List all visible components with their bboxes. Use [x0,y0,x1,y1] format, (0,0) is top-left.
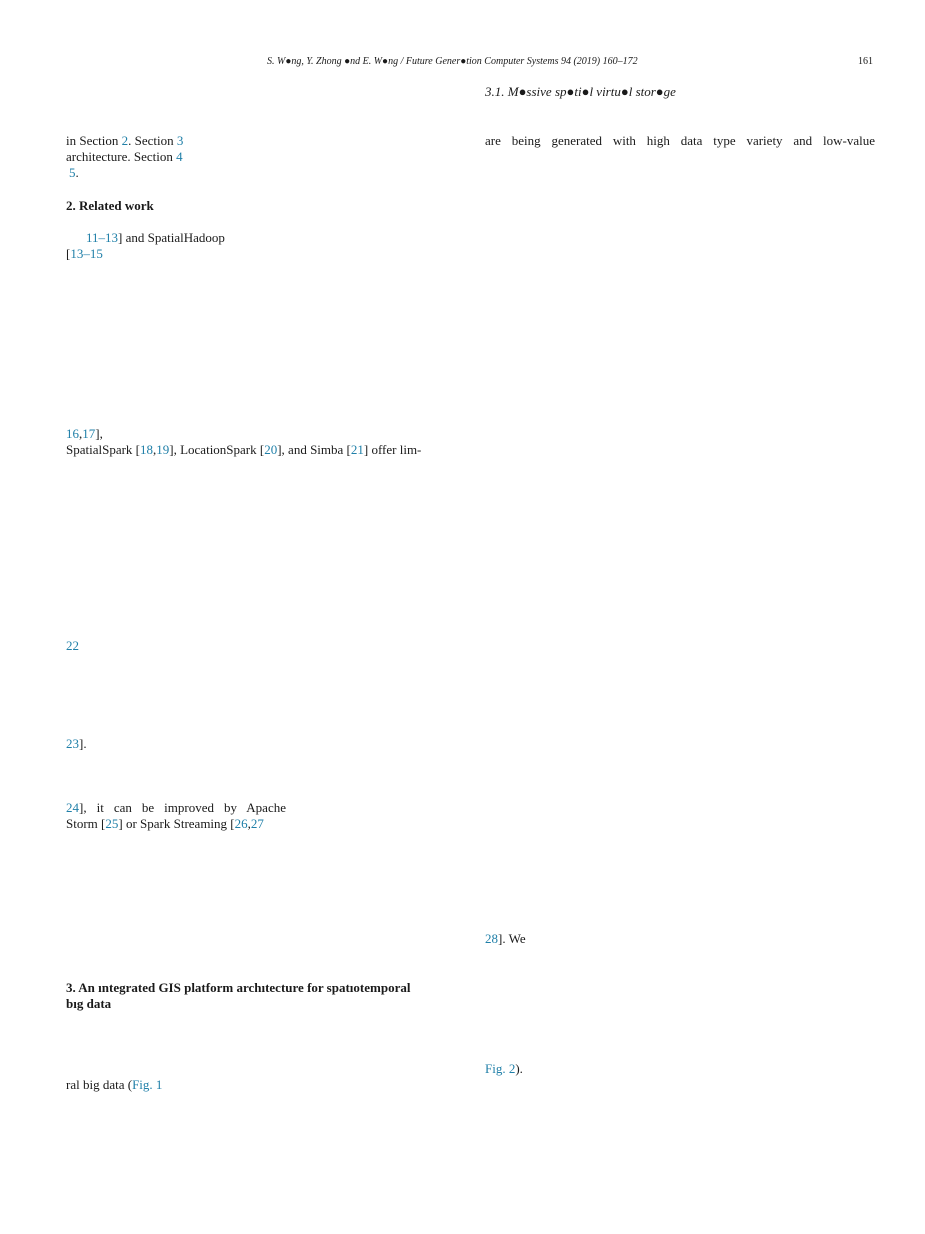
citation-25[interactable]: 25 [105,816,119,831]
running-header: S. W●ng, Y. Zhong ●nd E. W●ng / Future Gener●tion Computer Systems 94 (2019) 160–172 [267,56,638,67]
text-fragment: ], it can be improved by Apache [79,800,286,815]
figure-ref-2[interactable]: Fig. 2 [485,1061,516,1076]
right-line-2 [485,931,526,947]
text-fragment: [ [66,246,71,261]
citation-24[interactable]: 24 [66,800,79,815]
related-work-line-7 [66,800,286,816]
related-work-line-5 [66,638,79,654]
section-ref-5[interactable]: 5 [69,165,76,180]
related-work-line-4 [66,442,421,458]
text-fragment: ], LocationSpark [ [169,442,265,457]
section-ref-4[interactable]: 4 [176,149,183,164]
citation-27[interactable]: 27 [250,816,264,831]
right-line-1: are being generated with high data type variety and low-value [485,133,875,148]
text-fragment: ] and SpatialHadoop [118,230,225,245]
text-fragment: SpatialSpark [ [66,442,141,457]
citation-26[interactable]: 26 [234,816,248,831]
text-fragment: ] or Spark Streaming [ [118,816,235,831]
citation-21[interactable]: 21 [350,442,364,457]
intro-line-1 [66,133,183,149]
citation-16[interactable]: 16 [66,426,79,441]
right-line-3 [485,1061,523,1077]
citation-17[interactable]: 17 [82,426,96,441]
related-work-line-6 [66,736,87,752]
text-fragment: . [75,165,79,180]
text-fragment: . Section [128,133,177,148]
intro-line-3 [69,165,79,181]
related-work-line-2 [66,246,103,262]
citation-22[interactable]: 22 [66,638,79,653]
text-fragment: ] offer lim- [363,442,422,457]
citation-13-15[interactable]: 13–15 [70,246,103,261]
section-3-heading-line-1: 3. An ıntegrated GIS platform archıtecture for spatıotemporal [66,980,411,995]
section-3-heading-line-2: bıg data [66,996,112,1011]
figure-ref-1[interactable]: Fig. 1 [132,1077,163,1092]
section-ref-2[interactable]: 2 [121,133,129,148]
section-3-line [66,1077,162,1093]
citation-23[interactable]: 23 [66,736,79,751]
text-fragment: in Section [66,133,122,148]
related-work-line-8 [66,816,264,832]
text-fragment: architecture. Section [66,149,177,164]
text-fragment: ], [95,426,103,441]
citation-28[interactable]: 28 [485,931,498,946]
text-fragment: , [79,426,83,441]
citation-18[interactable]: 18 [140,442,154,457]
text-fragment: ral big data ( [66,1077,133,1092]
citation-20[interactable]: 20 [264,442,278,457]
citation-19[interactable]: 19 [156,442,170,457]
related-work-line-3 [66,426,103,442]
section-2-heading: 2. Related work [66,198,154,213]
text-fragment: ]. [79,736,87,751]
text-fragment: ]. We [498,931,526,946]
text-fragment: ). [515,1061,523,1076]
related-work-line-1 [86,230,225,246]
text-fragment: ], and Simba [ [277,442,351,457]
text-fragment: Storm [ [66,816,106,831]
section-ref-3[interactable]: 3 [176,133,184,148]
citation-11-13[interactable]: 11–13 [86,230,119,245]
text-fragment: , [153,442,157,457]
page-number: 161 [858,56,873,67]
intro-line-2 [66,149,183,165]
text-fragment: , [247,816,251,831]
subsection-3-1-heading: 3.1. M●ssive sp●ti●l virtu●l stor●ge [485,84,676,99]
